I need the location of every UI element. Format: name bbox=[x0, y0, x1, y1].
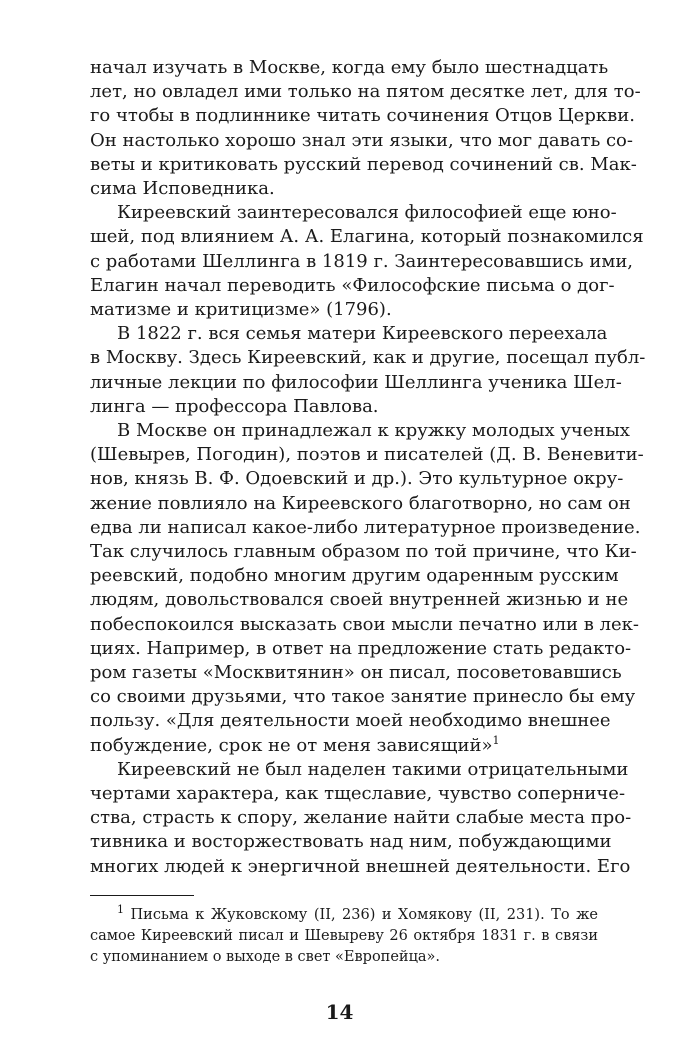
text-line: с работами Шеллинга в 1819 г. Заинтересовавшись ими, bbox=[90, 250, 634, 272]
text-line: ром газеты «Москвитянин» он писал, посоветовавшись bbox=[90, 662, 622, 683]
footnote-number: 1 bbox=[117, 902, 124, 916]
footnote-divider bbox=[90, 895, 194, 896]
text-line: начал изучать в Москве, когда ему было шестнадцать bbox=[90, 57, 609, 78]
text-line: нов, князь В. Ф. Одоевский и др.). Это культурное окру- bbox=[90, 468, 624, 490]
text-line: многих людей к энергичной внешней деятельности. Его bbox=[90, 855, 631, 877]
text-line: тивника и восторжествовать над ним, побуждающими bbox=[90, 831, 612, 853]
text-line: чертами характера, как тщеславие, чувство соперниче- bbox=[90, 783, 626, 804]
text-line: Так случилось главным образом по той причине, что Ки- bbox=[90, 541, 637, 562]
text-line: лет, но овладел ими только на пятом десятке лет, для то- bbox=[90, 81, 641, 103]
text-line: го чтобы в подлиннике читать сочинения Отцов Церкви. bbox=[90, 105, 635, 127]
text-line: в Москву. Здесь Киреевский, как и другие, посещал публ- bbox=[90, 347, 646, 369]
text-line: линга — профессора Павлова. bbox=[90, 395, 379, 417]
text-line: личные лекции по философии Шеллинга ученика Шел- bbox=[90, 371, 622, 393]
text-line: Он настолько хорошо знал эти языки, что мог давать со- bbox=[90, 129, 633, 151]
footnote-line: самое Киреевский писал и Шевыреву 26 октября 1831 г. в связи bbox=[90, 927, 598, 944]
text-line: жение повлияло на Киреевского благотворно, но сам он bbox=[90, 492, 631, 514]
paragraph-first-line: Киреевский заинтересовался философией еще юно- bbox=[117, 202, 617, 224]
text-line-content: побуждение, срок не от меня зависящий» bbox=[90, 734, 493, 756]
page-number: 14 bbox=[325, 1000, 354, 1024]
text-line: побеспокоился высказать свои мысли печатно или в лек- bbox=[90, 613, 640, 635]
text-line: со своими друзьями, что такое занятие принесло бы ему bbox=[90, 686, 636, 708]
paragraph-first-line: В Москве он принадлежал к кружку молодых ученых bbox=[117, 420, 630, 441]
footnote-line bbox=[117, 902, 599, 926]
text-line: ства, страсть к спору, желание найти слабые места про- bbox=[90, 807, 632, 829]
footnote-reference: 1 bbox=[492, 733, 500, 747]
text-line: едва ли написал какое-либо литературное произведение. bbox=[90, 516, 641, 538]
text-line: реевский, подобно многим другим одаренным русским bbox=[90, 565, 619, 587]
text-line: шей, под влиянием А. А. Елагина, который познакомился bbox=[90, 226, 644, 248]
paragraph-first-line: Киреевский не был наделен такими отрицательными bbox=[117, 758, 629, 780]
text-line: матизме и критицизме» (1796). bbox=[90, 299, 392, 320]
text-line: пользу. «Для деятельности моей необходимо внешнее bbox=[90, 710, 611, 732]
text-line: (Шевырев, Погодин), поэтов и писателей (Д. В. Веневити- bbox=[90, 444, 644, 466]
paragraph-first-line: В 1822 г. вся семья матери Киреевского переехала bbox=[117, 323, 608, 345]
text-line bbox=[90, 734, 598, 758]
footnote-line: с упоминанием о выходе в свет «Европейца». bbox=[90, 948, 441, 965]
text-line: людям, довольствовался своей внутренней жизнью и не bbox=[90, 589, 629, 611]
text-line: циях. Например, в ответ на предложение стать редакто- bbox=[90, 637, 632, 659]
text-line: сима Исповедника. bbox=[90, 178, 275, 199]
text-line: Елагин начал переводить «Философские письма о дог- bbox=[90, 274, 615, 296]
footnote-text: Письма к Жуковскому (II, 236) и Хомякову (II, 231). То же bbox=[130, 906, 599, 923]
text-line: веты и критиковать русский перевод сочинений св. Мак- bbox=[90, 153, 637, 175]
